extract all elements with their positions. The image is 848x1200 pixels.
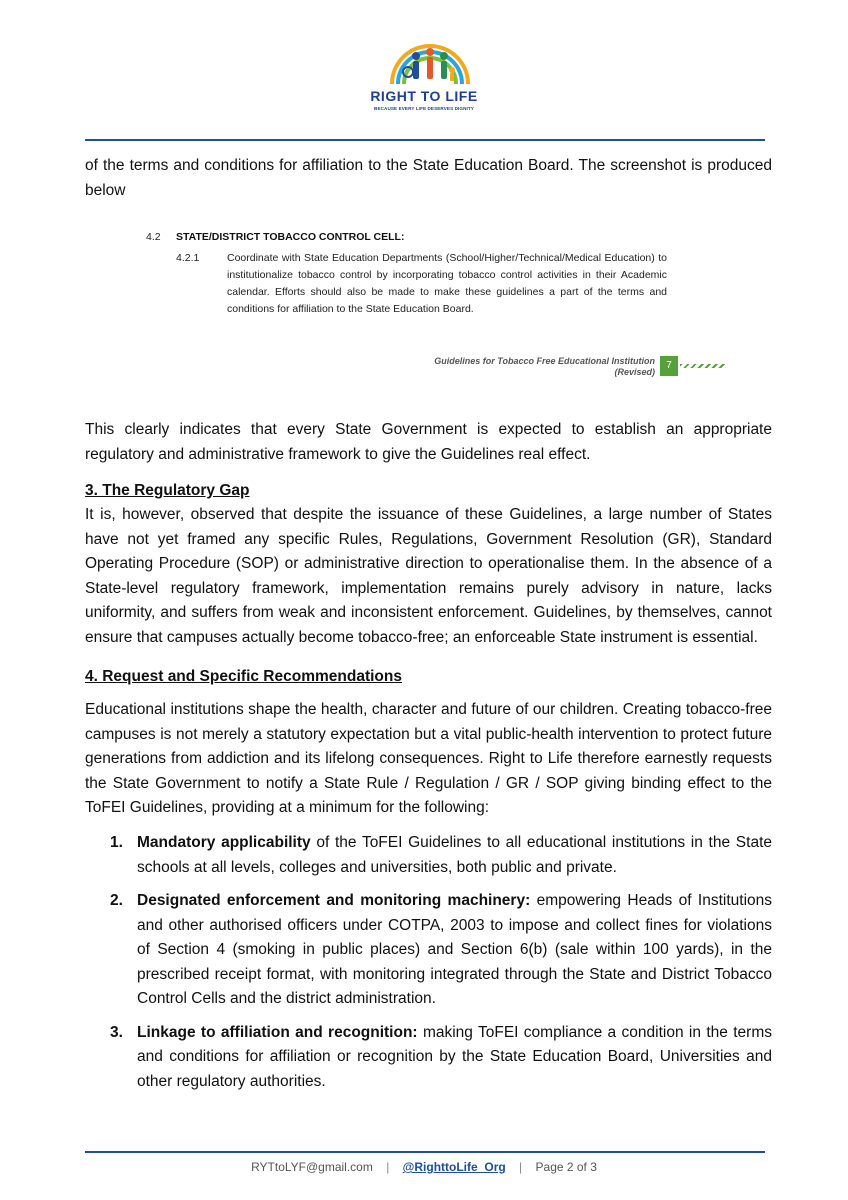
- list-item-bold: Mandatory applicability: [137, 834, 311, 851]
- guideline-title-line2: (Revised): [614, 367, 655, 377]
- section3-heading: 3. The Regulatory Gap: [85, 482, 250, 499]
- section4-heading: 4. Request and Specific Recommendations: [85, 668, 402, 685]
- footer-email[interactable]: RYTtoLYF@gmail.com: [251, 1160, 373, 1174]
- list-item-text: making ToFEI compliance a condition in the terms and conditions for affiliation or recognition by the State Education Board, Universities and other regulatory authorities.: [137, 1023, 772, 1090]
- clause-text: Coordinate with State Education Departments (School/Higher/Technical/Medical Education) to institutionalize tobacco control by incorporating tobacco control activities in their Academic calendar. Efforts should also be made to make these guidelines a part of the terms and conditions for affiliation to the State Education Board.: [227, 252, 667, 315]
- embedded-guideline-screenshot: [140, 224, 730, 384]
- header-divider: [85, 139, 765, 141]
- list-number: 3.: [110, 1023, 123, 1041]
- list-item-bold: Designated enforcement and monitoring machinery:: [137, 892, 531, 909]
- footer-page-number: Page 2 of 3: [535, 1160, 597, 1174]
- footer-separator: |: [386, 1160, 390, 1174]
- section4-body: Educational institutions shape the health, character and future of our children. Creating tobacco-free campuses is not merely a statutory expectation but a vital public-health intervention to protect future generations from addiction and its lifelong consequences. Right to Life therefore earnestly requests the State Government to notify a State Rule / Regulation / GR / SOP giving binding effect to the ToFEI Guidelines, providing at a minimum for the following:: [85, 701, 772, 816]
- list-number: 1.: [110, 834, 123, 851]
- brand-tagline: BECAUSE EVERY LIFE DESERVES DIGNITY: [374, 106, 474, 111]
- list-item-text: of the ToFEI Guidelines to all educational institutions in the State schools at all levels, colleges and universities, both public and private.: [137, 834, 772, 876]
- list-item: [85, 831, 772, 880]
- list-item-text: empowering Heads of Institutions and other authorised officers under COTPA, 2003 to impose and collect fines for violations of Section 4 (smoking in public places) and Section 6(b) (sale within 100 yards), in the prescribed receipt format, with monitoring integrated through the State and District Tobacco Control Cells and the district administration.: [137, 892, 772, 1007]
- guideline-page-number: 7: [660, 356, 678, 376]
- list-item-bold: Linkage to affiliation and recognition:: [137, 1023, 418, 1041]
- page-footer: [0, 1160, 848, 1174]
- section-number: 4.2: [146, 231, 161, 243]
- list-item: [85, 889, 772, 1012]
- clause-number: 4.2.1: [176, 252, 200, 264]
- list-number: 2.: [110, 892, 123, 909]
- footer-separator: |: [519, 1160, 523, 1174]
- section3-body: It is, however, observed that despite the issuance of these Guidelines, a large number of States have not yet framed any specific Rules, Regulations, Government Resolution (GR), Standard Operating Procedure (SOP) or administrative direction to operationalise them. In the absence of a State-level regulatory framework, implementation remains purely advisory in nature, lacks uniformity, and suffers from weak and inconsistent enforcement. Guidelines, by themselves, cannot ensure that campuses actually become tobacco-free; an enforceable State instrument is essential.: [85, 506, 772, 646]
- guideline-hatch-decoration: [680, 364, 726, 368]
- recommendations-list: [85, 831, 772, 1103]
- intro-paragraph: of the terms and conditions for affiliation to the State Education Board. The screenshot is produced below: [85, 157, 772, 199]
- brand-name: RIGHT TO LIFE: [370, 88, 478, 104]
- guideline-title-line1: Guidelines for Tobacco Free Educational Institution: [434, 356, 655, 366]
- footer-divider: [85, 1151, 765, 1153]
- section-title: STATE/DISTRICT TOBACCO CONTROL CELL:: [176, 231, 405, 243]
- list-item: [85, 1021, 772, 1095]
- guideline-footer-title: [430, 356, 655, 378]
- after-paragraph: This clearly indicates that every State Government is expected to establish an appropriate regulatory and administrative framework to give the Guidelines real effect.: [85, 421, 772, 463]
- footer-handle-link[interactable]: @RighttoLife_Org: [402, 1160, 506, 1174]
